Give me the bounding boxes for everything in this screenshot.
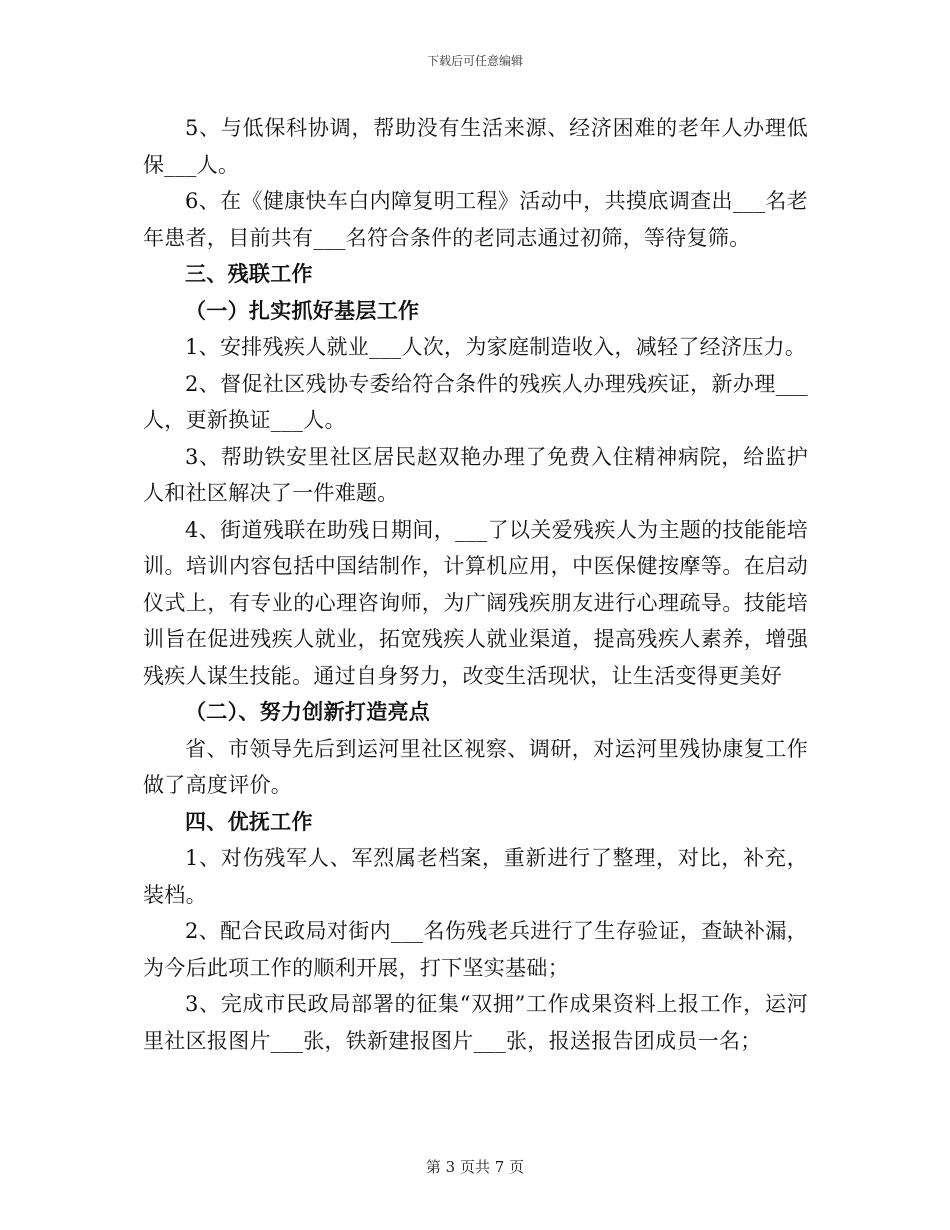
- paragraph-3-4: 4、街道残联在助残日期间，___了以关爱残疾人为主题的技能能培训。培训内容包括中国结制作，计算机应用，中医保健按摩等。在启动仪式上，有专业的心理咨询师，为广阔残疾朋友进行心理疏导。技能培训旨在促进残疾人就业，拓宽残疾人就业渠道，提高残疾人素养，增强残疾人谋生技能。通过自身努力，改变生活现状，让生活变得更美好: [143, 517, 808, 688]
- paragraph-3-2: 2、督促社区残协专委给符合条件的残疾人办理残疾证，新办理___人，更新换证___人。: [143, 371, 808, 432]
- section-heading-3: 三、残联工作: [185, 262, 313, 286]
- subsection-heading-3-1: （一）扎实抓好基层工作: [185, 298, 420, 323]
- paragraph-3-5: 省、市领导先后到运河里社区视察、调研，对运河里残协康复工作做了高度评价。: [143, 736, 808, 797]
- paragraph-4-3: 3、完成市民政局部署的征集“双拥”工作成果资料上报工作，运河里社区报图片___张，铁新建报图片___张，报送报告团成员一名；: [143, 992, 808, 1053]
- page-header: 下载后可任意编辑: [426, 54, 523, 68]
- subsection-heading-3-2: （二）、努力创新打造亮点: [185, 700, 431, 724]
- paragraph-4-1: 1、对伤残军人、军烈属老档案，重新进行了整理，对比，补充，装档。: [143, 846, 808, 907]
- paragraph-5: 5、与低保科协调，帮助没有生活来源、经济困难的老年人办理低保___人。: [143, 116, 808, 177]
- document-body: [143, 110, 808, 1059]
- section-heading-4: 四、优抚工作: [185, 809, 313, 834]
- paragraph-4-2: 2、配合民政局对街内___名伤残老兵进行了生存验证，查缺补漏，为今后此项工作的顺利开展，打下坚实基础；: [143, 919, 808, 980]
- page-footer: 第 3 页共 7 页: [425, 1158, 525, 1176]
- paragraph-3-1: 1、安排残疾人就业___人次，为家庭制造收入，减轻了经济压力。: [185, 335, 807, 359]
- paragraph-3-3: 3、帮助铁安里社区居民赵双艳办理了免费入住精神病院，给监护人和社区解决了一件难题。: [143, 444, 808, 505]
- paragraph-6: 6、在《健康快车白内障复明工程》活动中，共摸底调查出___名老年患者，目前共有___名符合条件的老同志通过初筛，等待复筛。: [143, 189, 808, 250]
